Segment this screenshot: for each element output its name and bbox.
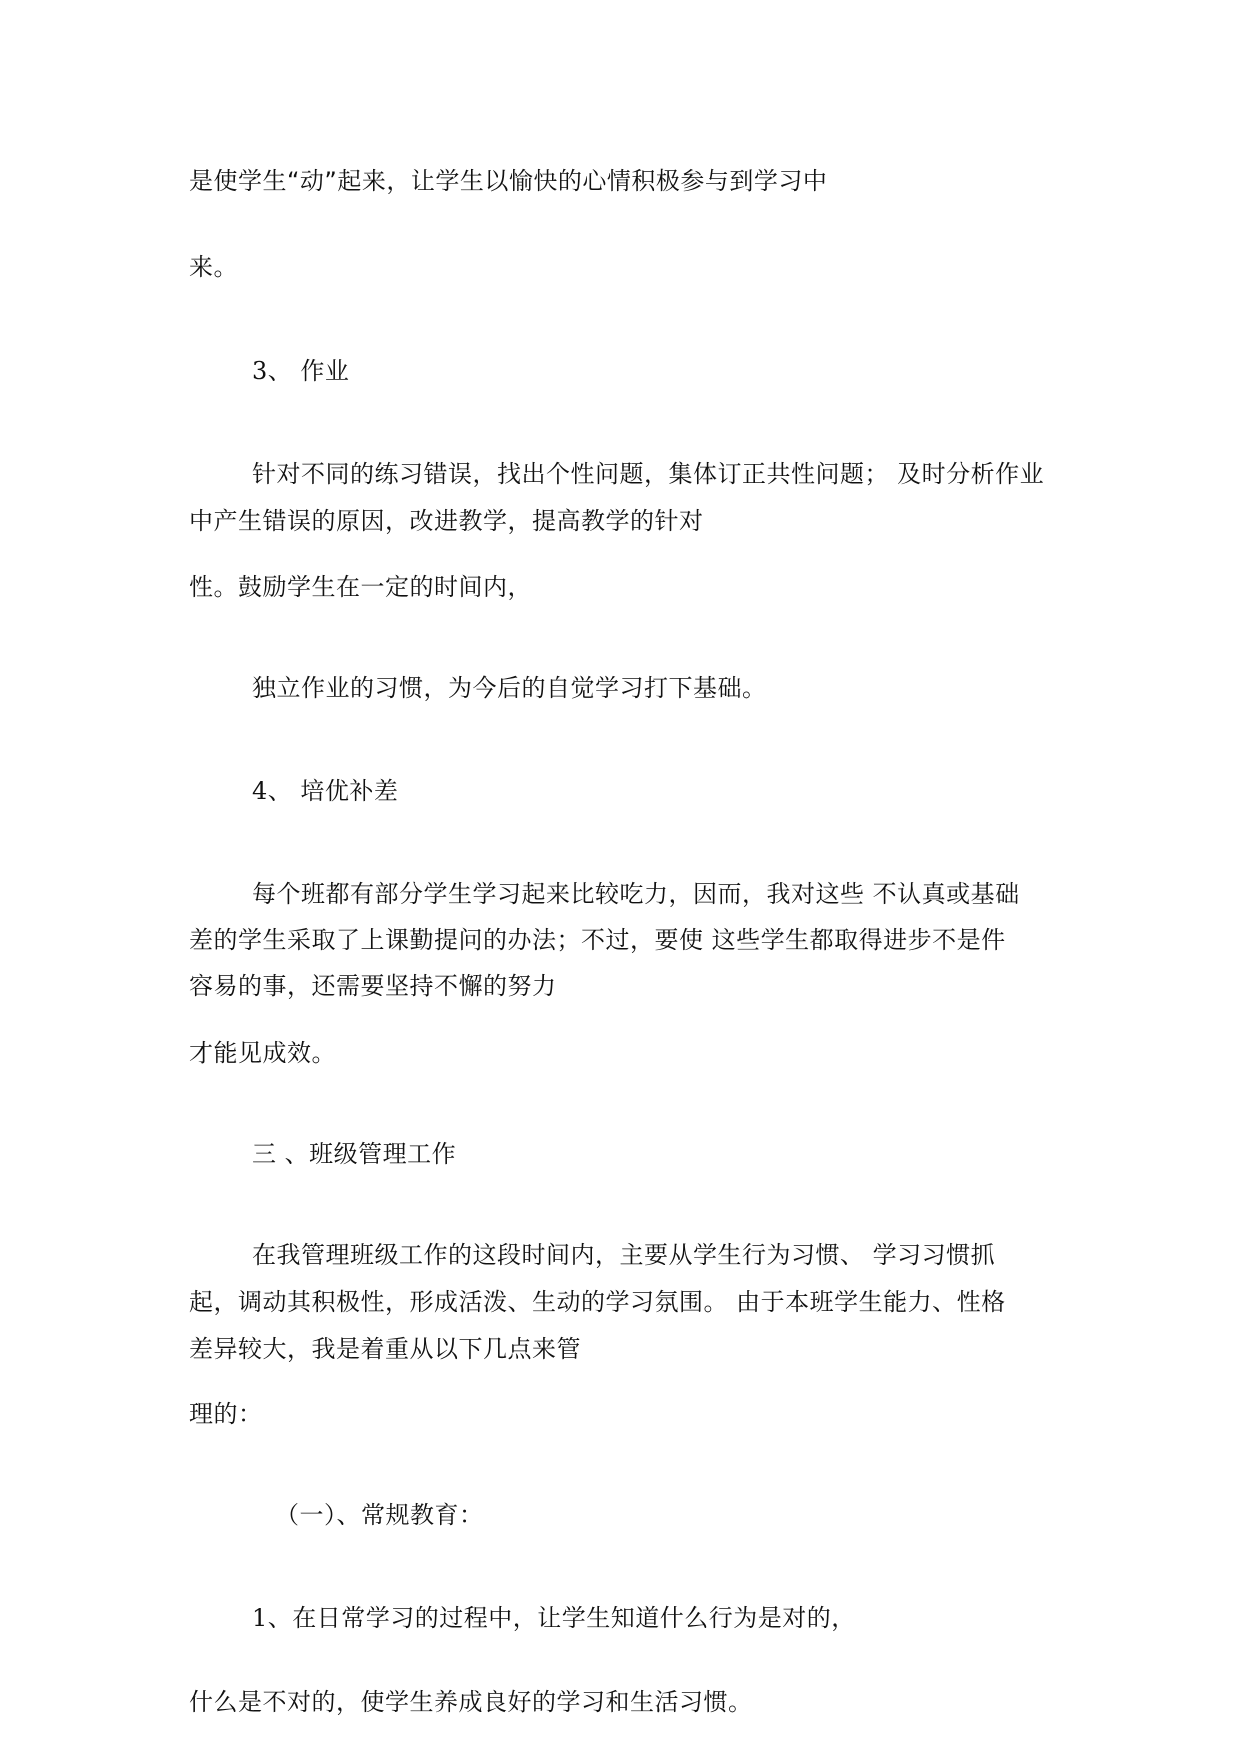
text-line: 才能见成效。	[189, 1039, 336, 1067]
text-line: 差的学生采取了上课勤提问的办法；不过，要使 这些学生都取得进步不是件	[189, 926, 1006, 954]
section-heading: 4、 培优补差	[252, 777, 399, 805]
section-heading: 3、 作业	[252, 357, 350, 385]
text-line: 性。鼓励学生在一定的时间内，	[189, 573, 532, 601]
text-line: 什么是不对的，使学生养成良好的学习和生活习惯。	[189, 1688, 753, 1716]
text-line: 中产生错误的原因，改进教学，提高教学的针对	[189, 507, 704, 535]
text-line: 针对不同的练习错误，找出个性问题，集体订正共性问题； 及时分析作业	[252, 460, 1045, 488]
text-line: 1、在日常学习的过程中，让学生知道什么行为是对的，	[252, 1604, 856, 1632]
text-line: 容易的事，还需要坚持不懈的努力	[189, 972, 557, 1000]
sub-heading: （一）、常规教育：	[275, 1501, 484, 1529]
text-line: 理的：	[189, 1400, 263, 1428]
text-line: 起，调动其积极性，形成活泼、生动的学习氛围。 由于本班学生能力、性格	[189, 1288, 1006, 1316]
text-line: 来。	[189, 253, 238, 281]
text-line: 是使学生“动”起来，让学生以愉快的心情积极参与到学习中	[189, 167, 828, 195]
text-line: 在我管理班级工作的这段时间内，主要从学生行为习惯、 学习习惯抓	[252, 1241, 996, 1269]
section-heading: 三 、班级管理工作	[252, 1140, 457, 1168]
text-line: 差异较大，我是着重从以下几点来管	[189, 1335, 581, 1363]
text-line: 每个班都有部分学生学习起来比较吃力，因而，我对这些 不认真或基础	[252, 880, 1020, 908]
text-line: 独立作业的习惯，为今后的自觉学习打下基础。	[252, 674, 767, 702]
